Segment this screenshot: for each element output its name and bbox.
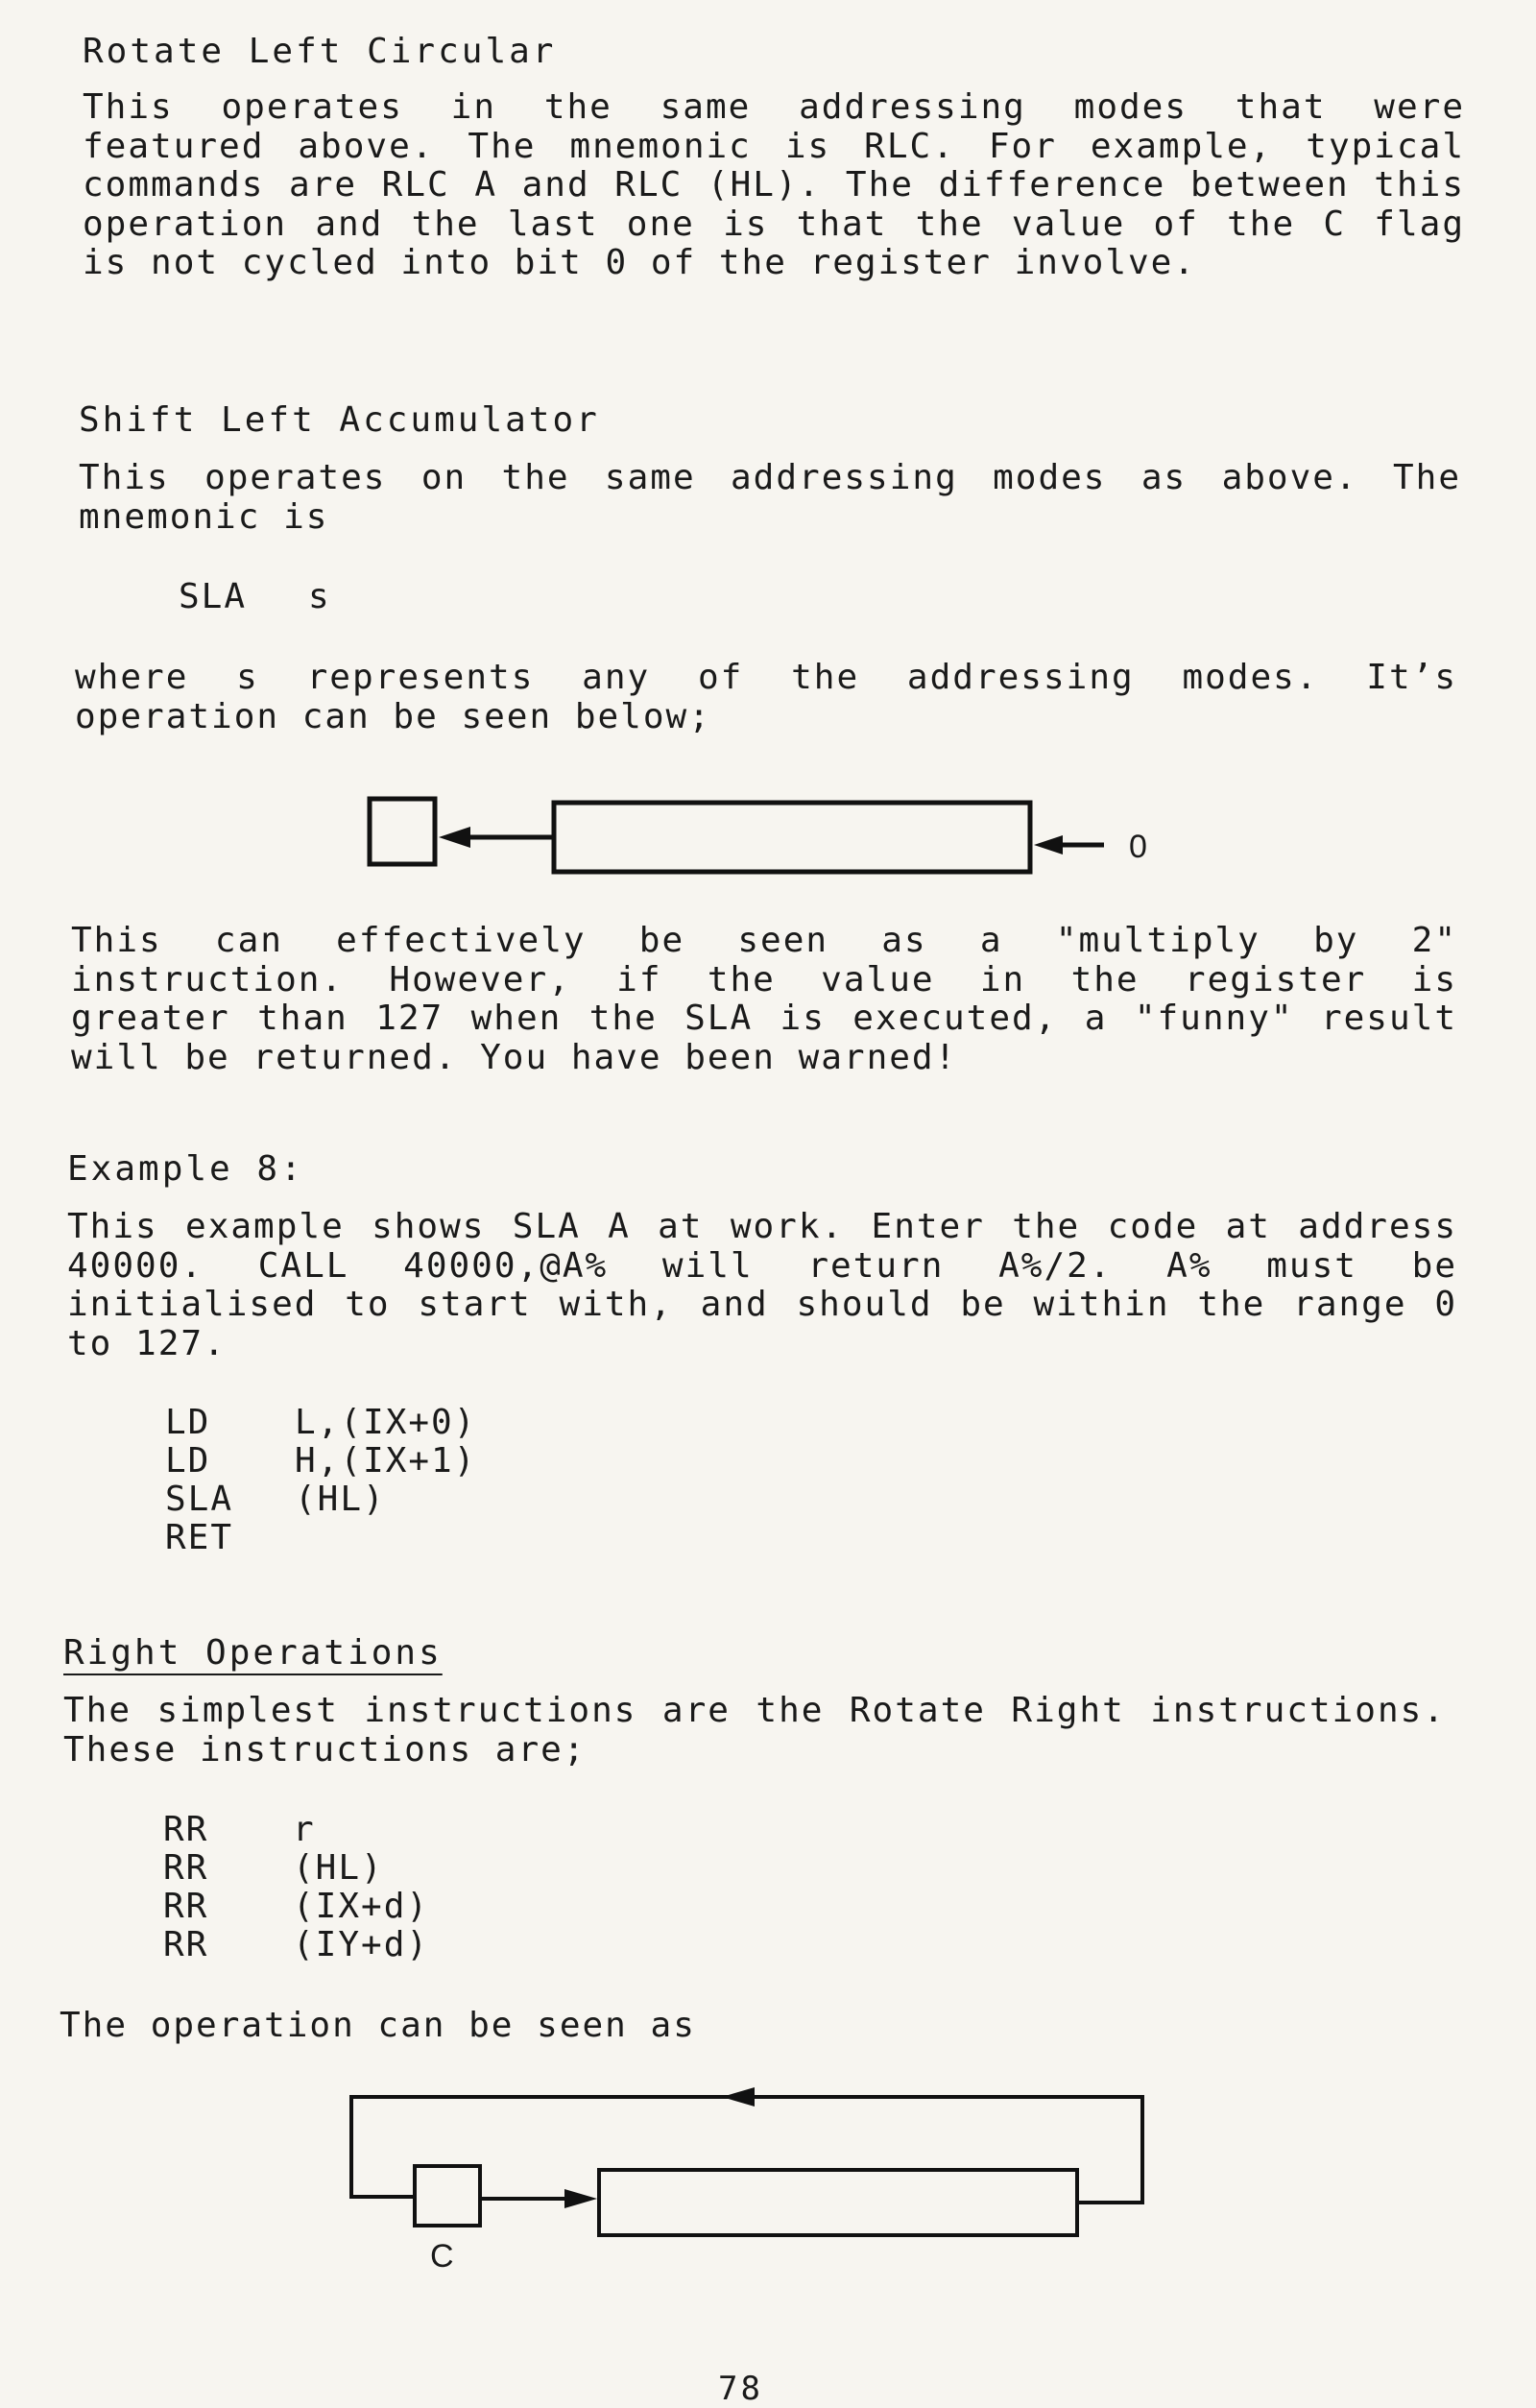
arrow-head-register — [564, 2189, 597, 2208]
code-line: LD H,(IX+1) — [165, 1441, 477, 1481]
code-line: LD L,(IX+0) — [165, 1403, 477, 1442]
paragraph-sla-warning: This can effectively be seen as a "multiply by 2" instruction. However, if the value in the register is greater than 127 when the SLA is executed, a "funny" result will be returned. You have been warned! — [71, 921, 1457, 1077]
code-operand: s — [308, 577, 331, 616]
carry-flag-box — [415, 2166, 480, 2226]
paragraph-example8: This example shows SLA A at work. Enter the code at address 40000. CALL 40000,@A% will return A%/2. A% must be initialised to start with, and should be within the range 0 to 127. — [67, 1207, 1457, 1363]
code-line: RR (IY+d) — [163, 1925, 430, 1964]
code-line: SLA (HL) — [165, 1480, 386, 1519]
page-number: 78 — [718, 2370, 763, 2408]
paragraph-rlc: This operates in the same addressing modes that were featured above. The mnemonic is RLC. For example, typical commands are RLC A and RLC (HL). The difference between this operation and the last one is that the value of the C flag is not cycled into bit 0 of the register involve. — [83, 87, 1465, 282]
code-line: RR (HL) — [163, 1848, 384, 1888]
loop-line — [351, 2097, 1142, 2203]
paragraph-right-operations: The simplest instructions are the Rotate Right instructions. These instructions are; — [63, 1691, 1446, 1770]
section-heading-sla: Shift Left Accumulator — [79, 400, 600, 440]
paragraph-rr-operation: The operation can be seen as — [60, 2006, 696, 2045]
section-heading-rlc: Rotate Left Circular — [83, 32, 557, 71]
arrow-head-loop — [722, 2087, 755, 2107]
code-line: RR r — [163, 1810, 316, 1849]
register-box — [599, 2170, 1077, 2235]
paragraph-sla-operation: where s represents any of the addressing modes. It’s operation can be seen below; — [75, 658, 1457, 736]
section-heading-right-operations: Right Operations — [63, 1633, 443, 1673]
diagram-zero-label: 0 — [1129, 829, 1147, 865]
code-line: RR (IX+d) — [163, 1887, 430, 1926]
diagram-carry-label: C — [430, 2238, 454, 2275]
code-mnemonic: SLA — [179, 577, 248, 616]
code-line: RET — [165, 1518, 234, 1557]
example-heading: Example 8: — [67, 1149, 304, 1189]
paragraph-sla-intro: This operates on the same addressing modes as above. The mnemonic is — [79, 458, 1461, 537]
